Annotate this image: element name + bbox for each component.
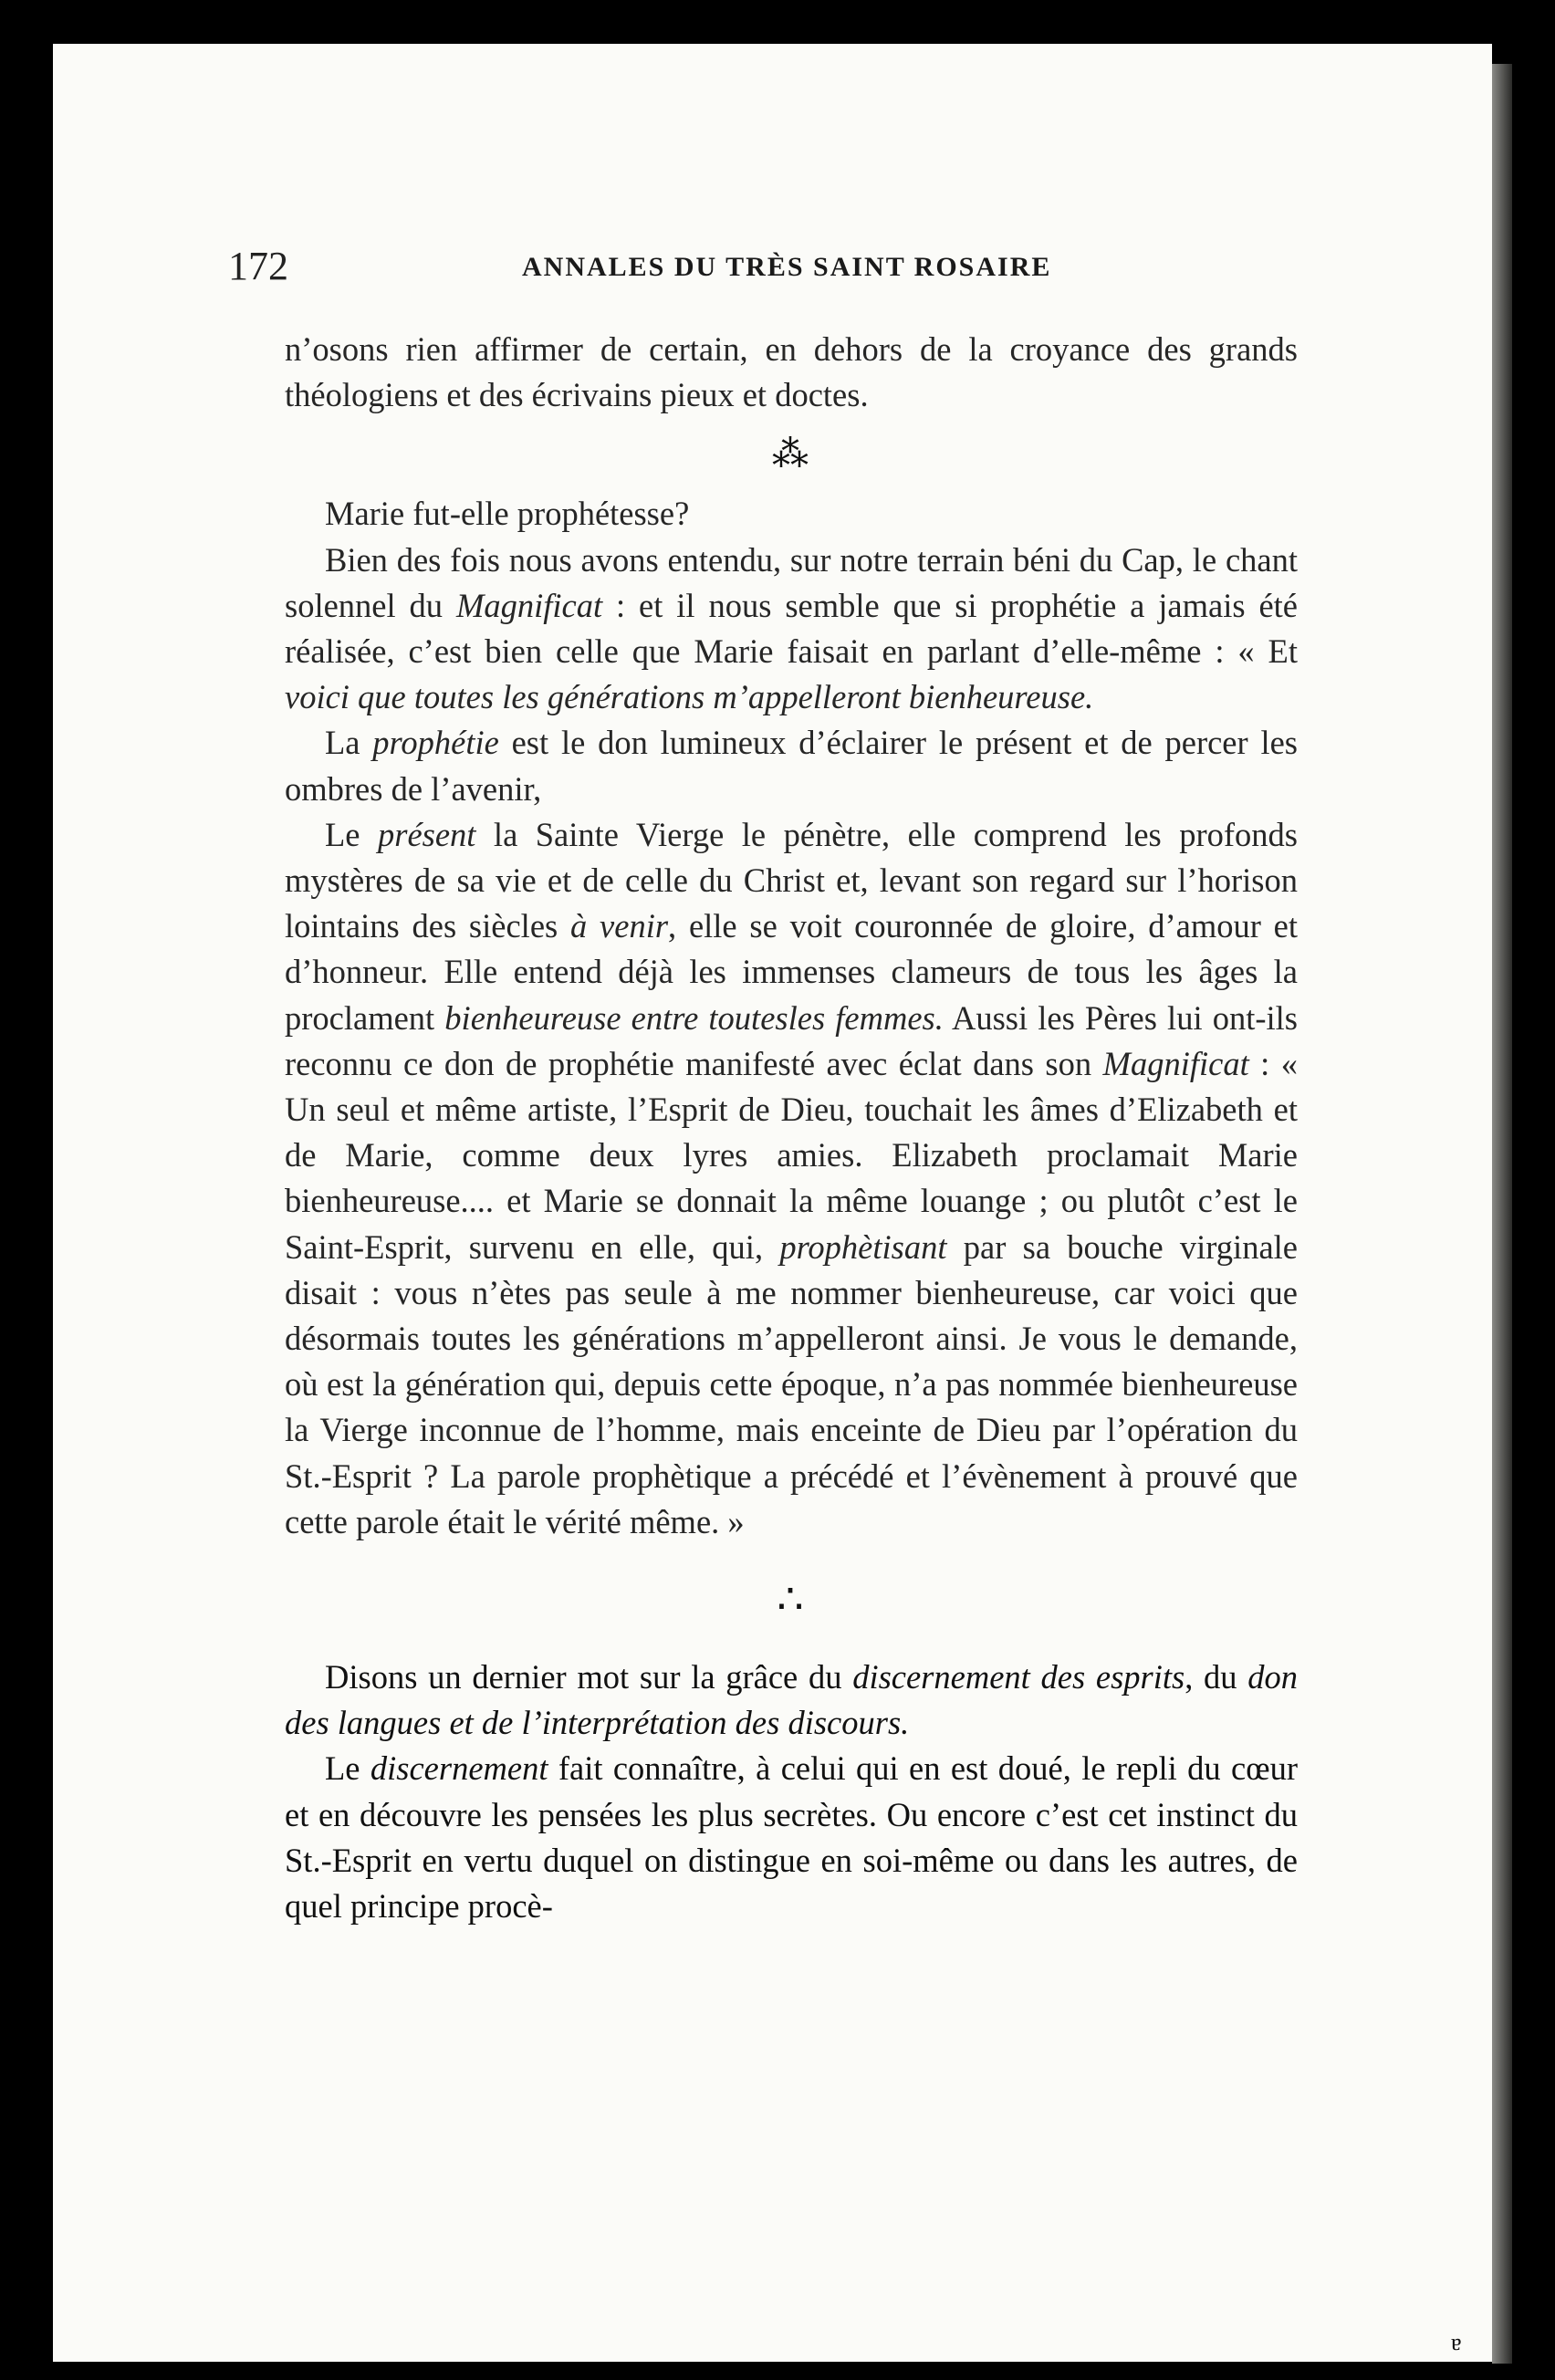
page-header <box>228 243 1104 298</box>
italic-run: voici que toutes les générations m’appelleront bienheureuse. <box>285 678 1094 716</box>
paragraph-2 <box>285 491 1298 537</box>
edge-mark: ɐ <box>1451 2329 1462 2355</box>
paragraph-7 <box>285 1746 1298 1929</box>
italic-run: à venir <box>570 907 669 945</box>
italic-run: prophétie <box>372 724 499 762</box>
italic-run: bienheureuse entre toutesles femmes. <box>444 998 944 1037</box>
text-run: : et il nous semble que si prophétie a jamais été réalisée, c’est bien celle que Marie faisait en parlant d’elle-même : « Et <box>285 586 1298 671</box>
paragraph-6 <box>285 1655 1298 1746</box>
page-edge-shadow <box>1492 64 1512 2364</box>
italic-run: discernement <box>370 1749 548 1788</box>
text-run: est le don lumineux d’éclairer le présent et de percer les ombres de l’avenir, <box>285 724 1298 808</box>
paragraph-4 <box>285 720 1298 811</box>
paragraph-3 <box>285 538 1298 721</box>
text-run: fait connaître, à celui qui en est doué, le repli du cœur et en découvre les pensées les plus secrètes. Ou encore c’est cet instinct du St.-Esprit en vertu duquel on distingue en soi-même ou dans les autres, de quel principe procè- <box>285 1749 1299 1926</box>
text-run: La <box>325 724 373 762</box>
italic-run: prophètisant <box>779 1227 947 1266</box>
text-run: Aussi les Pères lui ont-ils reconnu ce don de prophétie manifesté avec éclat dans son <box>285 998 1298 1082</box>
paragraph-5 <box>285 812 1298 1545</box>
italic-run: Magnificat <box>1102 1044 1249 1082</box>
text-run: : « Un seul et même artiste, l’Esprit de Dieu, touchait les âmes d’Elizabeth et de Marie, comme deux lyres amies. Elizabeth proclamait Marie bienheureuse.... et Marie se donnait la même louange ; ou plutôt c’est le Saint-Esprit, survenu en elle, qui, <box>285 1044 1298 1266</box>
text-run: Le <box>325 815 378 853</box>
page-number: 172 <box>228 244 288 288</box>
italic-run: Magnificat <box>455 586 603 624</box>
page-body <box>285 327 1298 1929</box>
three-dot-ornament: ∴ <box>777 1576 806 1623</box>
running-title: ANNALES DU TRÈS SAINT ROSAIRE <box>522 252 1052 282</box>
paragraph-2-text: Marie fut-elle prophétesse? <box>325 495 690 533</box>
italic-run: présent <box>377 815 476 853</box>
paragraph-1 <box>285 327 1298 418</box>
paragraph-1-text: n’osons rien affirmer de certain, en dehors de la croyance des grands théologiens et des écrivains pieux et doctes. <box>285 330 1298 414</box>
text-run: Disons un dernier mot sur la grâce du <box>325 1658 853 1696</box>
text-run: la Sainte Vierge le pénètre, elle comprend les profonds mystères de sa vie et de celle du Christ et, levant son regard sur l’horison lointains des siècles <box>285 815 1298 945</box>
asterism-ornament: ⁂ <box>772 433 810 475</box>
italic-run: don des langues et de l’interprétation des discours. <box>285 1658 1299 1742</box>
text-run: , du <box>1185 1658 1248 1696</box>
text-run: , elle se voit couronnée de gloire, d’amour et d’honneur. Elle entend déjà les immenses clameurs de tous les âges la proclament <box>285 907 1298 1037</box>
text-run: Le <box>325 1749 370 1788</box>
text-run: par sa bouche virginale disait : vous n’ètes pas seule à me nommer bienheureuse, car voici que désormais toutes les générations m’appelleront ainsi. Je vous le demande, où est la génération qui, depuis cette époque, n’a pas nommée bienheureuse la Vierge inconnue de l’homme, mais enceinte de Dieu par l’opération du St.-Esprit ? La parole prophètique a précédé et l’évènement à prouvé que cette parole était le vérité même. » <box>285 1227 1298 1540</box>
italic-run: discernement des esprits <box>852 1658 1185 1696</box>
text-run: Bien des fois nous avons entendu, sur notre terrain béni du Cap, le chant solennel du <box>285 540 1298 624</box>
